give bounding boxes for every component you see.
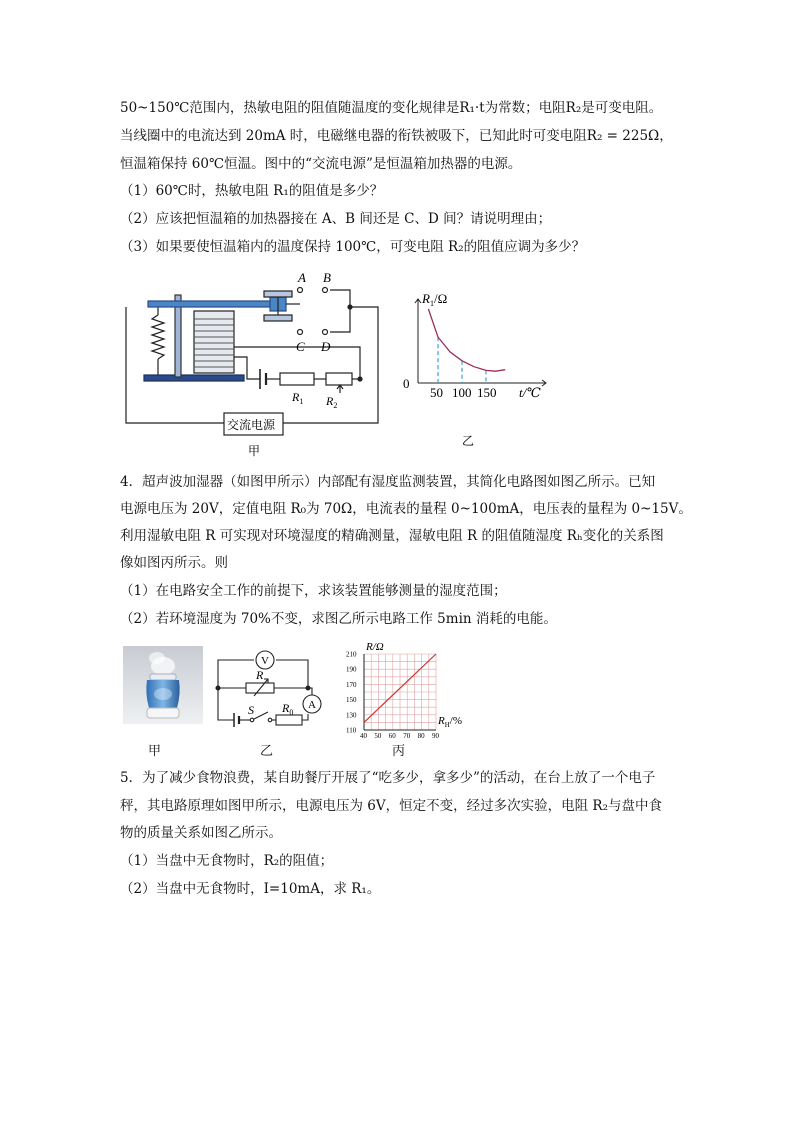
yi-tick-100: 100 xyxy=(452,385,472,400)
q4-line1: 4．超声波加湿器（如图甲所示）内部配有湿度监测装置，其简化电路图如图乙所示。已知 xyxy=(120,474,656,490)
r0-label: $R_0$ xyxy=(282,701,294,717)
q3-line3: 恒温箱保持 60℃恒温。图中的“交流电源”是恒温箱加热器的电源。 xyxy=(120,156,522,172)
ammeter-label: A xyxy=(308,699,316,711)
q3-sub1: （1）60℃时，热敏电阻 R₁的阻值是多少？ xyxy=(120,183,384,199)
bing-ylabel: R/Ω xyxy=(366,641,384,653)
bing-xtick: 70 xyxy=(403,732,411,740)
q4-line3: 利用湿敏电阻 R 可实现对环境湿度的精确测量，湿敏电阻 R 的阻值随湿度 Rₕ变化的关系图 xyxy=(120,528,664,544)
bing-ytick: 110 xyxy=(346,726,357,735)
q5-sub1: （1）当盘中无食物时，R₂的阻值； xyxy=(120,853,334,869)
r2-label: $R_2$ xyxy=(326,394,338,410)
yi-ylabel: $R_1/\Omega$ xyxy=(422,291,448,308)
q4-sub1: （1）在电路安全工作的前提下，求该装置能够测量的湿度范围； xyxy=(120,583,507,599)
bing-xtick: 40 xyxy=(360,732,367,740)
relay-circuit-figure xyxy=(120,265,390,460)
q5-line3: 物的质量关系如图乙所示。 xyxy=(120,825,282,841)
bing-xtick: 50 xyxy=(374,732,382,740)
q4-line2: 电源电压为 20V，定值电阻 R₀为 70Ω，电流表的量程 0~100mA，电压表的量程为 0~15V。 xyxy=(120,501,692,517)
r1-temperature-chart xyxy=(400,285,560,450)
q4-sub2: （2）若环境湿度为 70%不变，求图乙所示电路工作 5min 消耗的电能。 xyxy=(120,611,557,627)
fig-jia-caption: 甲 xyxy=(248,444,261,458)
yi-tick-50: 50 xyxy=(430,385,443,400)
yi-tick-150: 150 xyxy=(477,385,497,400)
q5-sub2: （2）当盘中无食物时，I=10mA，求 R₁。 xyxy=(120,881,381,897)
q5-line1: 5．为了减少食物浪费，某自助餐厅开展了“吃多少，拿多少”的活动，在台上放了一个电子 xyxy=(120,770,656,786)
yi-origin: 0 xyxy=(403,376,410,391)
fig4-caption-jia: 甲 xyxy=(148,744,162,759)
spring xyxy=(152,315,164,359)
bing-ytick: 150 xyxy=(346,696,357,705)
q4-line4: 像如图丙所示。则 xyxy=(120,555,228,571)
contact-b-label: B xyxy=(323,270,331,285)
bing-xtick: 90 xyxy=(432,732,439,740)
humidity-circuit xyxy=(212,648,330,728)
bing-xlabel: $R_H/\%$ xyxy=(438,715,463,729)
q5-line2: 秤，其电路原理如图甲所示，电源电压为 6V，恒定不变，经过多次实验，电阻 R₂与盘中食 xyxy=(120,798,662,814)
q3-sub2: （2）应该把恒温箱的加热器接在 A、B 间还是 C、D 间？请说明理由； xyxy=(120,211,552,227)
r-label: R xyxy=(256,668,264,682)
r1-curve xyxy=(428,309,505,371)
humidity-resistance-chart xyxy=(340,640,480,740)
humidifier-photo xyxy=(123,646,203,724)
ac-power-label: 交流电源 xyxy=(227,418,276,432)
r1-label: $R_1$ xyxy=(292,390,304,406)
yi-xlabel: t/℃ xyxy=(519,385,541,400)
contact-d-label: D xyxy=(321,339,331,354)
contact-c-label: C xyxy=(296,339,305,354)
bing-ytick: 210 xyxy=(346,650,357,659)
bing-ytick: 190 xyxy=(346,665,357,674)
voltmeter-label: V xyxy=(261,655,269,667)
q3-sub3: （3）如果要使恒温箱内的温度保持 100℃，可变电阻 R₂的阻值应调为多少？ xyxy=(120,239,586,255)
fig4-caption-yi: 乙 xyxy=(260,744,274,759)
fig4-caption-bing: 丙 xyxy=(392,744,406,759)
contact-a-label: A xyxy=(298,270,306,285)
bing-xtick: 80 xyxy=(417,732,425,740)
q3-line1: 50~150℃范围内，热敏电阻的阻值随温度的变化规律是R₁·t为常数；电阻R₂是可变电阻。 xyxy=(120,100,663,116)
bing-ytick: 130 xyxy=(346,711,357,720)
bing-ytick: 170 xyxy=(346,680,357,689)
switch-label: S xyxy=(248,703,254,717)
fig-yi-caption: 乙 xyxy=(462,434,475,448)
bing-xtick: 60 xyxy=(388,732,396,740)
q3-line2: 当线圈中的电流达到 20mA 时，电磁继电器的衔铁被吸下，已知此时可变电阻R₂ = 225Ω， xyxy=(120,128,673,144)
